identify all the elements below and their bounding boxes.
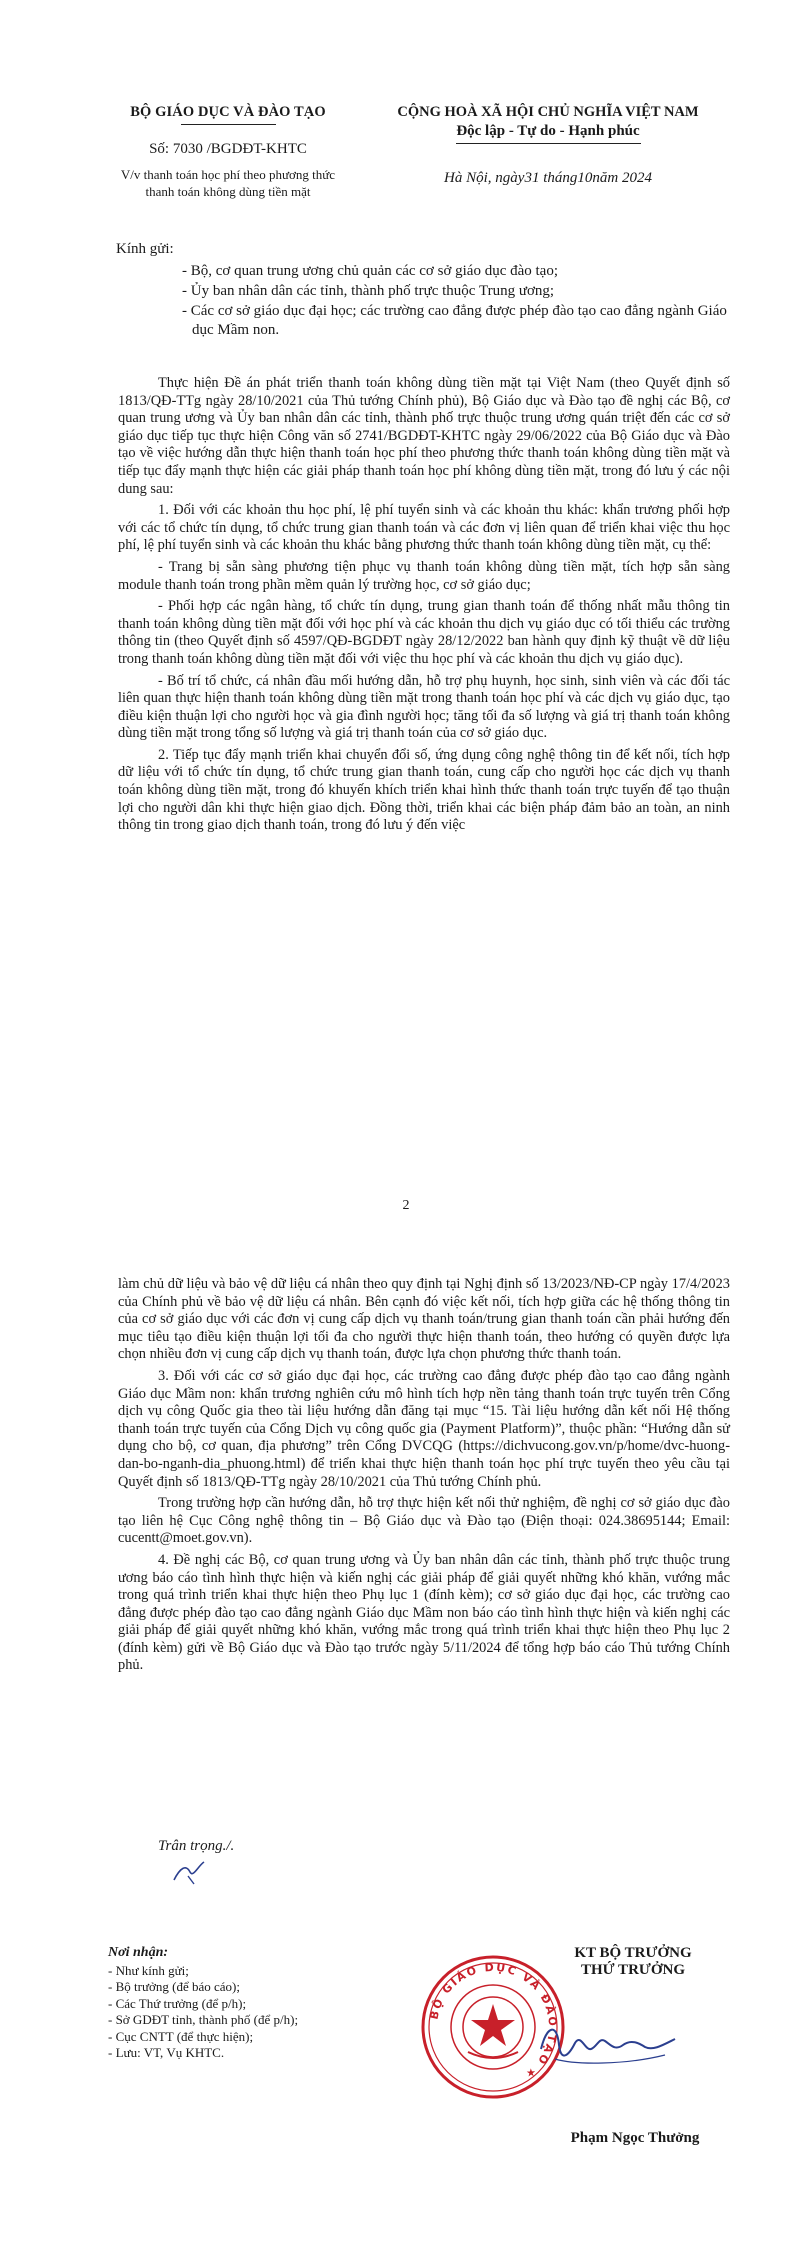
national-heading: [378, 104, 718, 187]
national-motto: Độc lập - Tự do - Hạnh phúc: [456, 123, 640, 139]
copy-recipient-item: - Lưu: VT, Vụ KHTC.: [108, 2045, 225, 2060]
body-paragraph: 1. Đối với các khoản thu học phí, lệ phí tuyển sinh và các khoản thu khác: khẩn trương phối hợp với các tổ chức tín dụng, tổ chức trung gian thanh toán và các đơn vị liên quan để triển khai việc thu học phí, lệ phí tuyển sinh và các khoản thu khác bằng phương thức thanh toán không dùng tiền mặt, cụ thể:: [118, 502, 730, 554]
place-and-date: Hà Nội, ngày31 tháng10năm 2024: [444, 170, 652, 186]
recipients-label: Kính gửi:: [116, 241, 174, 257]
closing-phrase: Trân trọng./.: [158, 1838, 235, 1854]
issuing-agency: BỘ GIÁO DỤC VÀ ĐÀO TẠO: [130, 104, 326, 120]
recipient-item: - Ủy ban nhân dân các tỉnh, thành phố trực thuộc Trung ương;: [182, 283, 555, 299]
body-text-page-2: [118, 1276, 730, 1679]
recipients-list: [124, 262, 734, 340]
svg-text:BỘ GIÁO DỤC VÀ ĐÀO TẠO ★: BỘ GIÁO DỤC VÀ ĐÀO TẠO ★: [427, 1960, 560, 2083]
agency-underline: [181, 124, 276, 125]
subject-line-1: V/v thanh toán học phí theo phương thức: [120, 167, 336, 182]
recipient-item: - Các cơ sở giáo dục đại học; các trường cao đẳng được phép đào tạo cao đẳng ngành Giáo dục Mầm non.: [182, 303, 727, 338]
body-paragraph: - Phối hợp các ngân hàng, tổ chức tín dụng, trung gian thanh toán để thống nhất mẫu thông tin thanh toán không dùng tiền mặt đối với học phí và các khoản thu dịch vụ giáo dục có tối thiểu các trường thông tin (theo Quyết định số 4597/QĐ-BGDĐT ngày 28/12/2022 ban hành quy định kỹ thuật về dữ liệu trong thanh toán không dùng tiền mặt đối với việc thu học phí và các khoản thu dịch vụ giáo dục).: [118, 598, 730, 667]
signature-block: [448, 1945, 748, 1979]
copy-recipient-item: - Như kính gửi;: [108, 1962, 189, 1978]
body-text-page-1: [118, 375, 730, 839]
copy-recipient-item: - Bộ trưởng (để báo cáo);: [108, 1979, 240, 1994]
body-paragraph: Thực hiện Đề án phát triển thanh toán không dùng tiền mặt tại Việt Nam (theo Quyết định số 1813/QĐ-TTg ngày 28/10/2021 của Thủ tướng Chính phủ), Bộ Giáo dục và Đào tạo đề nghị các Bộ, cơ quan trung ương và Ủy ban nhân dân các tỉnh, thành phố trực thuộc trung ương quán triệt đến các cơ sở giáo dục tiếp tục thực hiện Công văn số 2741/BGDĐT-KHTC ngày 29/06/2022 của Bộ Giáo dục và Đào tạo về việc hướng dẫn thực hiện thanh toán học phí theo phương thức thanh toán không dùng tiền mặt và tiếp tục đẩy mạnh thực hiện các giải pháp thanh toán học phí không dùng tiền mặt, trong đó lưu ý các nội dung sau:: [118, 375, 730, 497]
signer-name: Phạm Ngọc Thưởng: [570, 2130, 700, 2146]
nation-name: CỘNG HOÀ XÃ HỘI CHỦ NGHĨA VIỆT NAM: [397, 104, 699, 120]
document-subject: [108, 166, 348, 200]
body-paragraph: - Bố trí tổ chức, cá nhân đầu mối hướng dẫn, hỗ trợ phụ huynh, học sinh, sinh viên và các đối tác liên quan thực hiện thanh toán không dùng tiền mặt trong thanh toán học phí và các dịch vụ giáo dục, tạo điều kiện thuận lợi cho người học và gia đình người học; tăng tối đa số lượng và giá trị thanh toán không dùng tiền mặt trong tổng số lượng và giá trị thanh toán của cơ sở giáo dục.: [118, 672, 730, 742]
body-paragraph: 4. Đề nghị các Bộ, cơ quan trung ương và Ủy ban nhân dân các tỉnh, thành phố trực thuộc trung ương báo cáo tình hình thực hiện và kiến nghị các giải pháp để giải quyết những khó khăn, vướng mắc trong quá trình triển khai thực hiện theo Phụ lục 1 (đính kèm); cơ sở giáo dục đại học, các trường cao đẳng được phép đào tạo cao đẳng ngành Giáo dục Mầm non báo cáo tình hình thực hiện và kiến nghị các giải pháp để giải quyết những khó khăn, vướng mắc trong quá trình triển khai thực hiện theo Phụ lục 2 (đính kèm) gửi về Bộ Giáo dục và Đào tạo trước ngày 5/11/2024 để tổng hợp báo cáo Thủ tướng Chính phủ.: [118, 1551, 730, 1674]
body-paragraph: làm chủ dữ liệu và bảo vệ dữ liệu cá nhân theo quy định tại Nghị định số 13/2023/NĐ-CP ngày 17/4/2023 của Chính phủ về bảo vệ dữ liệu cá nhân. Bên cạnh đó việc kết nối, tích hợp giữa các hệ thống thông tin của cơ sở giáo dục với các đơn vị cung cấp dịch vụ thanh toán/trung gian thanh toán cần phải hướng đến mục tiêu tạo điều kiện thuận lợi tối đa cho người thực hiện thanh toán, theo hướng có quyền được lựa chọn nhiều đơn vị cung cấp dịch vụ thanh toán, được lựa chọn phương thức thanh toán.: [118, 1276, 730, 1363]
copy-recipients-title: Nơi nhận:: [108, 1945, 169, 1960]
document-number: Số: 7030 /BGDĐT-KHTC: [149, 141, 307, 157]
body-paragraph: 2. Tiếp tục đẩy mạnh triển khai chuyển đổi số, ứng dụng công nghệ thông tin để kết nối, tích hợp dữ liệu với tổ chức tín dụng, tổ chức trung gian thanh toán, cung cấp cho người học các dịch vụ thanh toán không dùng tiền mặt, trong đó khuyến khích triển khai hình thức thanh toán trực tuyến để tạo thuận lợi cho người dân khi thực hiện giao dịch. Đồng thời, triển khai các biện pháp đảm bảo an toàn, an ninh thông tin trong giao dịch thanh toán, trong đó lưu ý đến việc: [118, 746, 730, 834]
copy-recipient-item: - Sở GDĐT tỉnh, thành phố (để p/h);: [108, 2012, 299, 2027]
handwritten-signature-icon: [535, 2015, 685, 2075]
subject-line-2: thanh toán không dùng tiền mặt: [145, 184, 311, 199]
issuer-block: [108, 104, 348, 200]
body-paragraph: - Trang bị sẵn sàng phương tiện phục vụ thanh toán không dùng tiền mặt, tích hợp sẵn sàng module thanh toán trong phần mềm quản lý trường học, cơ sở giáo dục;: [118, 558, 730, 593]
copy-recipients: [108, 1945, 298, 2062]
page-number: 2: [402, 1198, 410, 1213]
copy-recipient-item: - Cục CNTT (để thực hiện);: [108, 2028, 254, 2044]
motto-underline: [456, 143, 641, 144]
initial-mark-icon: [170, 1858, 210, 1888]
signer-title-1: KT BỘ TRƯỞNG: [574, 1945, 692, 1961]
body-paragraph: 3. Đối với các cơ sở giáo dục đại học, các trường cao đẳng được phép đào tạo cao đẳng ngành Giáo dục Mầm non: khẩn trương nghiên cứu mô hình tích hợp nền tảng thanh toán trực tuyến trên Cổng dịch vụ công Quốc gia theo tài liệu hướng dẫn đăng tại mục “15. Tài liệu hướng dẫn kết nối Hệ thống thanh toán trực tuyến của Cổng Dịch vụ công quốc gia (Payment Platform)”, thuộc phần: “Hướng dẫn sử dụng cho bộ, cơ quan, địa phương” trên Cổng DVCQG (https://dichvucong.gov.vn/p/home/dvc-huong-dan-bo-nganh-dia_phuong.html) để triển khai thực hiện thanh toán học phí trực tuyến theo yêu cầu tại Quyết định số 1813/QĐ-TTg ngày 28/10/2021 của Thủ tướng Chính phủ.: [118, 1367, 730, 1490]
recipients-block: [116, 240, 734, 341]
recipient-item: - Bộ, cơ quan trung ương chủ quản các cơ sở giáo dục đào tạo;: [182, 263, 559, 279]
signer-title-2: THỨ TRƯỞNG: [580, 1962, 686, 1978]
copy-recipient-item: - Các Thứ trưởng (để p/h);: [108, 1995, 247, 2011]
body-paragraph: Trong trường hợp cần hướng dẫn, hỗ trợ thực hiện kết nối thử nghiệm, đề nghị cơ sở giáo dục đào tạo liên hệ Cục Công nghệ thông tin – Bộ Giáo dục và Đào tạo (Điện thoại: 024.38695144; Email: cucentt@moet.gov.vn).: [118, 1495, 730, 1547]
